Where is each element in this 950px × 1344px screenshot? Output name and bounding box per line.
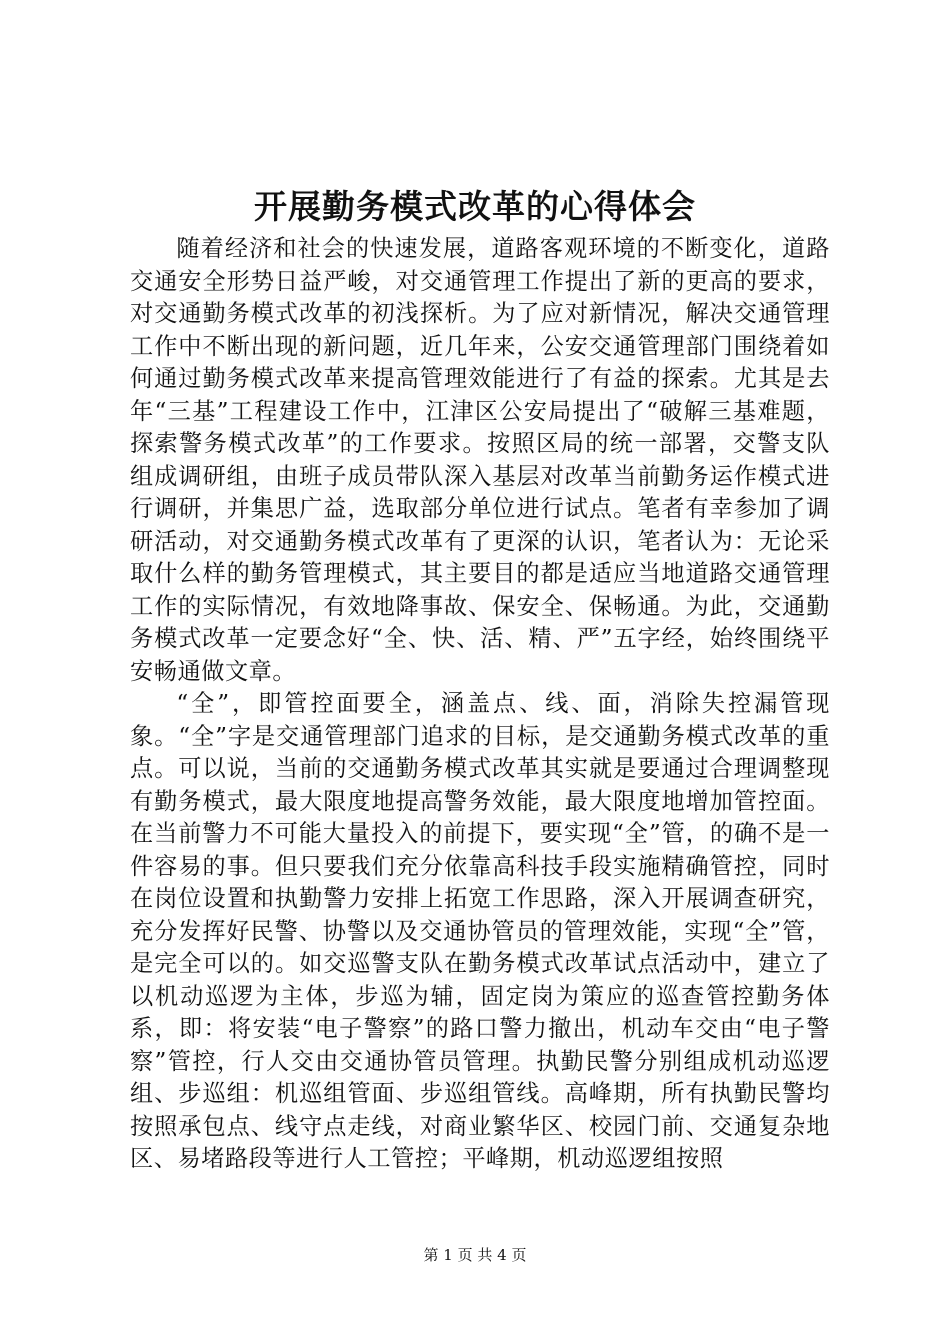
- document-title: 开展勤务模式改革的心得体会: [254, 187, 696, 226]
- document-body: [130, 233, 830, 1176]
- page-footer: 第 1 页 共 4 页: [423, 1246, 527, 1264]
- paragraph-1: 随着经济和社会的快速发展，道路客观环境的不断变化，道路交通安全形势日益严峻，对交通管理工作提出了新的更高的要求，对交通勤务模式改革的初浅探析。为了应对新情况，解决交通管理工作中不断出现的新问题，近几年来，公安交通管理部门围绕着如何通过勤务模式改革来提高管理效能进行了有益的探索。尤其是去年“三基”工程建设工作中，江津区公安局提出了“破解三基难题，探索警务模式改革”的工作要求。按照区局的统一部署，交警支队组成调研组，由班子成员带队深入基层对改革当前勤务运作模式进行调研，并集思广益，选取部分单位进行试点。笔者有幸参加了调研活动，对交通勤务模式改革有了更深的认识，笔者认为：无论采取什么样的勤务管理模式，其主要目的都是适应当地道路交通管理工作的实际情况，有效地降事故、保安全、保畅通。为此，交通勤务模式改革一定要念好“全、快、活、精、严”五字经，始终围绕平安畅通做文章。: [130, 235, 830, 685]
- paragraph-2: “全”，即管控面要全，涵盖点、线、面，消除失控漏管现象。“全”字是交通管理部门追求的目标，是交通勤务模式改革的重点。可以说，当前的交通勤务模式改革其实就是要通过合理调整现有勤务模式，最大限度地提高警务效能，最大限度地增加管控面。在当前警力不可能大量投入的前提下，要实现“全”管，的确不是一件容易的事。但只要我们充分依靠高科技手段实施精确管控，同时在岗位设置和执勤警力安排上拓宽工作思路，深入开展调查研究，充分发挥好民警、协警以及交通协管员的管理效能，实现“全”管，是完全可以的。如交巡警支队在勤务模式改革试点活动中，建立了以机动巡逻为主体，步巡为辅，固定岗为策应的巡查管控勤务体系，即：将安装“电子警察”的路口警力撤出，机动车交由“电子警察”管控，行人交由交通协管员管理。执勤民警分别组成机动巡逻组、步巡组：机巡组管面、步巡组管线。高峰期，所有执勤民警均按照承包点、线守点走线，对商业繁华区、校园门前、交通复杂地区、易堵路段等进行人工管控；平峰期，机动巡逻组按照: [130, 690, 830, 1172]
